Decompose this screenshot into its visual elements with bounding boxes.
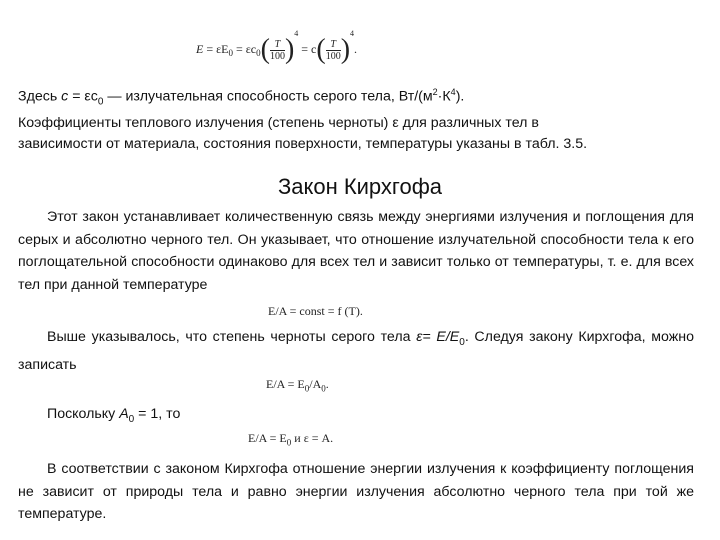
formula-e-over-a-e0 [266, 378, 329, 393]
formula-sub: 0 [304, 383, 310, 394]
formula-sub: 0 [256, 48, 261, 59]
fraction-t-100 [270, 39, 285, 62]
fraction-numerator: T [326, 39, 341, 51]
text-span: Поскольку [47, 406, 120, 422]
paren-left: ( [260, 34, 270, 65]
paragraph-a0-equals-one [47, 404, 347, 430]
formula-lhs: E [196, 41, 204, 56]
formula-exponent: 4 [350, 29, 355, 38]
paragraph-emissivity-ratio [18, 326, 694, 377]
formula-end: . [325, 377, 329, 391]
var-c: c [61, 88, 69, 105]
text-span: . Следуя закону Кирхгофа, можно записать [18, 329, 694, 374]
formula-part: E/A = E [248, 431, 287, 445]
text-span: ·К [437, 88, 451, 105]
formula-result [248, 432, 333, 447]
subscript: 0 [128, 413, 135, 425]
formula-part2: = εc [232, 41, 257, 56]
formula-sub: 0 [286, 437, 292, 448]
formula-sub: 0 [228, 48, 233, 59]
paragraph-kirchhoff-law: Этот закон устанавливает количественную связь между энергиями излучения и поглощения для серых и абсолютно черного тел. Он указывает, что отношение излучательной способности тела к его поглощательной способности одинаково для всех тел и зависит только от температуры, т. е. для всех тел при данной температуре [18, 209, 694, 293]
text-span: Здесь [18, 88, 62, 105]
text-span: = εc [68, 88, 98, 105]
paragraph-conclusion: В соответствии с законом Кирхгофа отношение энергии излучения к коэффициенту поглощения не зависит от природы тела и равно энергии излучения абсолютно черного тела при той же температуре. [18, 461, 694, 523]
formula-part: E/A = E [266, 377, 305, 391]
paren-left: ( [316, 34, 326, 65]
var-a: A [119, 406, 129, 422]
section-heading: Закон Кирхгофа [277, 174, 443, 199]
fraction-numerator: T [270, 39, 285, 51]
formula-part: /A [309, 377, 322, 391]
formula-part3: = c [298, 41, 317, 56]
text-span: — излучательная способность серого тела, Вт/(м [103, 88, 433, 105]
paragraph-gray-body [18, 82, 694, 154]
formula-e-over-a-const: E/A = const = f (T). [268, 304, 363, 318]
subscript: 0 [97, 96, 104, 108]
para1-line2: Коэффициенты теплового излучения (степень черноты) ε для различных тел в [18, 115, 539, 132]
superscript: 4 [450, 87, 456, 97]
formula-sub: 0 [321, 383, 326, 394]
formula-emissivity [196, 29, 358, 65]
text-span: ). [455, 88, 465, 105]
superscript: 2 [432, 87, 438, 97]
formula-part: и ε = A. [291, 431, 334, 445]
formula-part1: = εE [203, 41, 229, 56]
fraction-denominator: 100 [325, 50, 341, 62]
formula-inline: ε= E/E [416, 329, 460, 345]
paren-right: ) [340, 34, 351, 65]
para1-line1 [18, 82, 694, 113]
text-span: Выше указывалось, что степень черноты серого тела [47, 329, 417, 345]
para1-line3: зависимости от материала, состояния поверхности, температуры указаны в табл. 3.5. [18, 135, 588, 152]
fraction-t-100 [326, 39, 341, 62]
fraction-denominator: 100 [269, 50, 285, 62]
formula-end: . [354, 41, 358, 56]
paren-right: ) [284, 34, 295, 65]
text-span: = 1, то [134, 406, 181, 422]
formula-exponent: 4 [294, 29, 299, 38]
subscript: 0 [459, 336, 465, 348]
